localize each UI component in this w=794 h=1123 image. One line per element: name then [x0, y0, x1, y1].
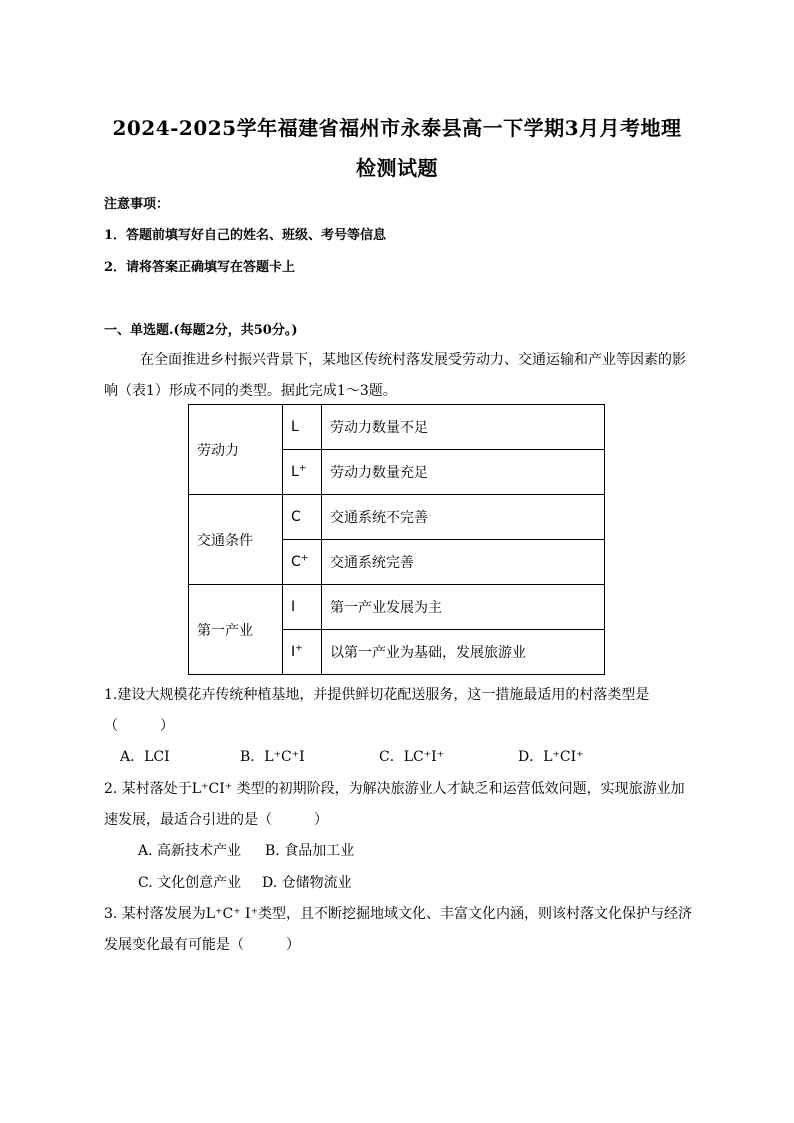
table-code-L-plus: L+ — [283, 450, 322, 495]
table-group-labor: 劳动力 — [189, 405, 283, 495]
table-desc-L-plus: 劳动力数量充足 — [322, 450, 605, 495]
table-desc-C-plus: 交通系统完善 — [322, 540, 605, 585]
title-line-1: 2024-2025学年福建省福州市永泰县高一下学期3月月考地理 — [112, 116, 682, 140]
q1-option-b: B．L⁺C⁺I — [240, 749, 305, 765]
intro-line-2: 响（表1）形成不同的类型。据此完成1～3题。 — [104, 383, 397, 399]
q2-option-b: B. 食品加工业 — [265, 843, 355, 859]
title-line-2: 检测试题 — [356, 156, 438, 180]
q1-option-d: D．L⁺CI⁺ — [518, 749, 584, 765]
q2-stem-line-2: 速发展，最适合引进的是（ ） — [104, 812, 328, 828]
table-code-I: I — [283, 585, 322, 630]
table-code-L: L — [283, 405, 322, 450]
notice-heading: 注意事项： — [104, 197, 170, 212]
notice-item-2: 2．请将答案正确填写在答题卡上 — [104, 260, 296, 275]
table-desc-L: 劳动力数量不足 — [322, 405, 605, 450]
table-code-C: C — [283, 495, 322, 540]
table-group-primary-industry: 第一产业 — [189, 585, 283, 675]
q3-stem-line-1: 3. 某村落发展为L⁺C⁺ I⁺类型，且不断挖掘地域文化、丰富文化内涵，则该村落文化保护与经济 — [104, 906, 692, 922]
q1-option-a: A．LCI — [120, 749, 170, 765]
q1-stem: 1.建设大规模花卉传统种植基地，并提供鲜切花配送服务，这一措施最适用的村落类型是 — [104, 687, 650, 703]
q1-paren: （ ） — [104, 718, 174, 734]
table-code-I-plus: I+ — [283, 630, 322, 675]
q2-option-c: C. 文化创意产业 — [138, 875, 242, 891]
q1-option-c: C．LC⁺I⁺ — [379, 749, 445, 765]
table-code-C-plus: C+ — [283, 540, 322, 585]
q2-option-a: A. 高新技术产业 — [138, 843, 242, 859]
table-desc-I-plus: 以第一产业为基础，发展旅游业 — [322, 630, 605, 675]
section-heading: 一、单选题.(每题2分，共50分。) — [104, 323, 298, 338]
q2-stem-line-1: 2. 某村落处于L⁺CI⁺ 类型的初期阶段，为解决旅游业人才缺乏和运营低效问题，实现旅游业加 — [104, 781, 685, 797]
intro-line-1: 在全面推进乡村振兴背景下，某地区传统村落发展受劳动力、交通运输和产业等因素的影 — [140, 352, 686, 368]
table-group-transport: 交通条件 — [189, 495, 283, 585]
village-type-table — [188, 404, 605, 675]
notice-item-1: 1．答题前填写好自己的姓名、班级、考号等信息 — [104, 228, 387, 243]
table-desc-C: 交通系统不完善 — [322, 495, 605, 540]
q3-stem-line-2: 发展变化最有可能是（ ） — [104, 937, 300, 953]
table-desc-I: 第一产业发展为主 — [322, 585, 605, 630]
q2-option-d: D. 仓储物流业 — [262, 875, 352, 891]
